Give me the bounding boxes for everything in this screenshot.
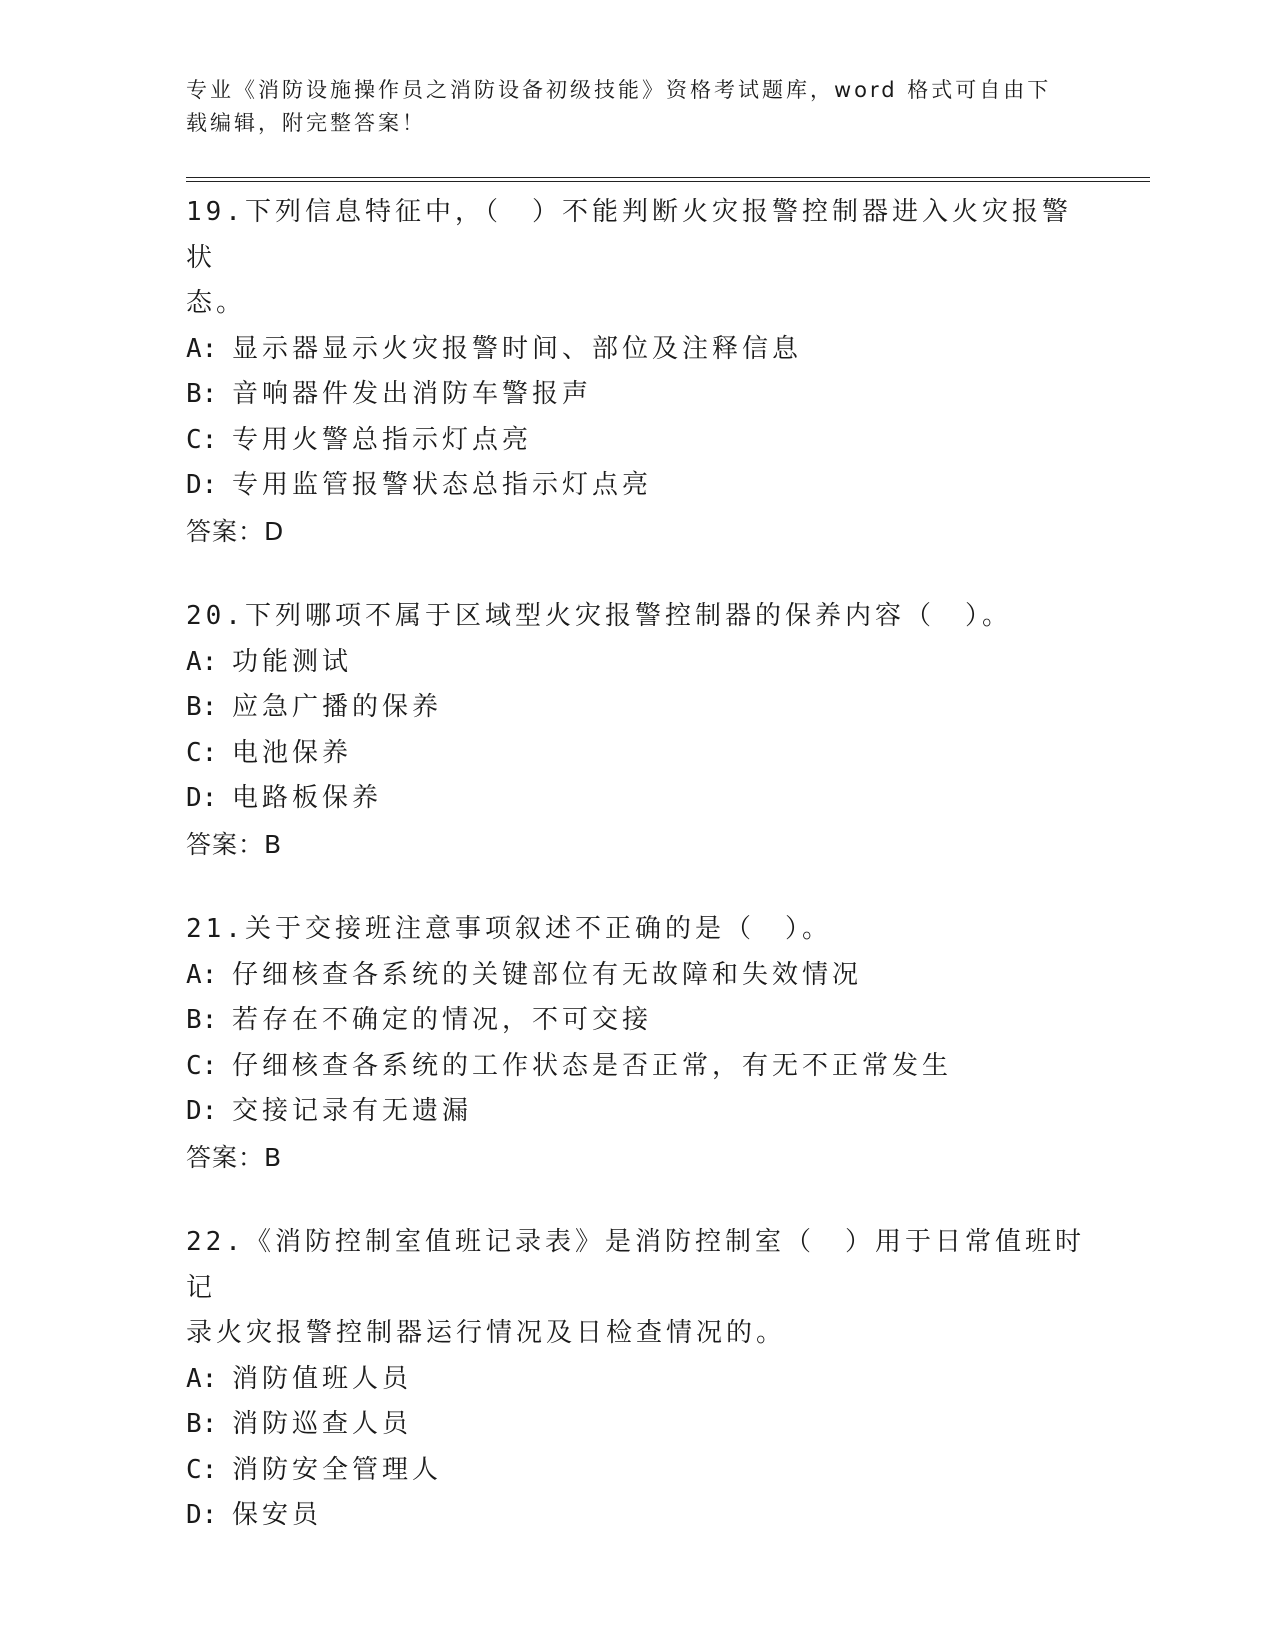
option-text: 电池保养 bbox=[232, 737, 353, 768]
option-text: 消防值班人员 bbox=[232, 1363, 413, 1394]
option-d bbox=[186, 463, 1086, 509]
option-b bbox=[186, 1402, 1086, 1448]
option-label: D: bbox=[186, 783, 218, 813]
option-text: 专用监管报警状态总指示灯点亮 bbox=[232, 470, 653, 500]
option-text: 若存在不确定的情况，不可交接 bbox=[232, 1005, 653, 1035]
question-text-line-1: 关于交接班注意事项叙述不正确的是（ ）。 bbox=[244, 914, 832, 944]
option-text: 显示器显示火灾报警时间、部位及注释信息 bbox=[232, 333, 803, 364]
question-20 bbox=[186, 594, 1086, 867]
option-b bbox=[186, 685, 1086, 731]
option-label: B: bbox=[186, 1005, 218, 1035]
answer: 答案：D bbox=[186, 516, 285, 546]
option-d bbox=[186, 776, 1086, 822]
document-header bbox=[186, 74, 1066, 140]
header-divider-bottom bbox=[186, 181, 1150, 182]
option-label: B: bbox=[186, 1409, 218, 1439]
option-a bbox=[186, 327, 1086, 373]
option-label: B: bbox=[186, 379, 218, 409]
question-text-line-1: 《消防控制室值班记录表》是消防控制室（ ）用于日常值班时记 bbox=[186, 1227, 1085, 1303]
option-text: 专用火警总指示灯点亮 bbox=[232, 424, 533, 455]
option-label: C: bbox=[186, 1454, 218, 1485]
question-stem bbox=[186, 594, 1086, 640]
option-b bbox=[186, 372, 1086, 418]
question-text-line-1: 下列信息特征中，（ ）不能判断火灾报警控制器进入火灾报警状 bbox=[186, 197, 1072, 273]
option-text: 交接记录有无遗漏 bbox=[232, 1096, 473, 1126]
option-d bbox=[186, 1493, 1086, 1539]
option-label: C: bbox=[186, 737, 218, 768]
option-text: 保安员 bbox=[232, 1500, 323, 1530]
question-list bbox=[186, 190, 1086, 1579]
option-label: C: bbox=[186, 1050, 218, 1081]
option-label: A: bbox=[186, 646, 218, 677]
option-text: 消防巡查人员 bbox=[232, 1409, 413, 1439]
question-number: 22. bbox=[186, 1227, 245, 1257]
option-a bbox=[186, 953, 1086, 999]
question-text-line-1: 下列哪项不属于区域型火灾报警控制器的保养内容（ ）。 bbox=[244, 601, 1012, 631]
option-label: D: bbox=[186, 470, 218, 500]
question-text-line-2: 录火灾报警控制器运行情况及日检查情况的。 bbox=[186, 1318, 787, 1348]
option-label: A: bbox=[186, 959, 218, 990]
option-text: 电路板保养 bbox=[232, 783, 383, 813]
option-label: D: bbox=[186, 1096, 218, 1126]
option-text: 仔细核查各系统的工作状态是否正常，有无不正常发生 bbox=[232, 1050, 953, 1081]
option-b bbox=[186, 998, 1086, 1044]
question-number: 19. bbox=[186, 197, 245, 227]
question-number: 20. bbox=[186, 601, 245, 631]
header-divider-top bbox=[186, 177, 1150, 178]
option-label: A: bbox=[186, 1363, 218, 1394]
option-label: A: bbox=[186, 333, 218, 364]
option-text: 音响器件发出消防车警报声 bbox=[232, 379, 593, 409]
option-d bbox=[186, 1089, 1086, 1135]
option-a bbox=[186, 640, 1086, 686]
option-label: B: bbox=[186, 692, 218, 722]
header-line-2: 载编辑，附完整答案！ bbox=[186, 111, 426, 135]
header-line-1: 专业《消防设施操作员之消防设备初级技能》资格考试题库，word 格式可自由下 bbox=[186, 78, 1052, 102]
question-22 bbox=[186, 1220, 1086, 1539]
question-21 bbox=[186, 907, 1086, 1180]
option-text: 功能测试 bbox=[232, 646, 353, 677]
option-text: 应急广播的保养 bbox=[232, 692, 443, 722]
question-stem bbox=[186, 907, 1086, 953]
answer: 答案：B bbox=[186, 1142, 283, 1172]
question-text-line-2: 态。 bbox=[186, 288, 247, 318]
option-c bbox=[186, 1448, 1086, 1494]
question-stem bbox=[186, 1220, 1086, 1311]
question-stem bbox=[186, 190, 1086, 281]
option-c bbox=[186, 731, 1086, 777]
option-c bbox=[186, 1044, 1086, 1090]
option-c bbox=[186, 418, 1086, 464]
option-text: 消防安全管理人 bbox=[232, 1454, 443, 1485]
option-a bbox=[186, 1357, 1086, 1403]
answer: 答案：B bbox=[186, 829, 283, 859]
option-label: C: bbox=[186, 424, 218, 455]
question-19 bbox=[186, 190, 1086, 554]
option-label: D: bbox=[186, 1500, 218, 1530]
question-number: 21. bbox=[186, 914, 245, 944]
option-text: 仔细核查各系统的关键部位有无故障和失效情况 bbox=[232, 959, 863, 990]
